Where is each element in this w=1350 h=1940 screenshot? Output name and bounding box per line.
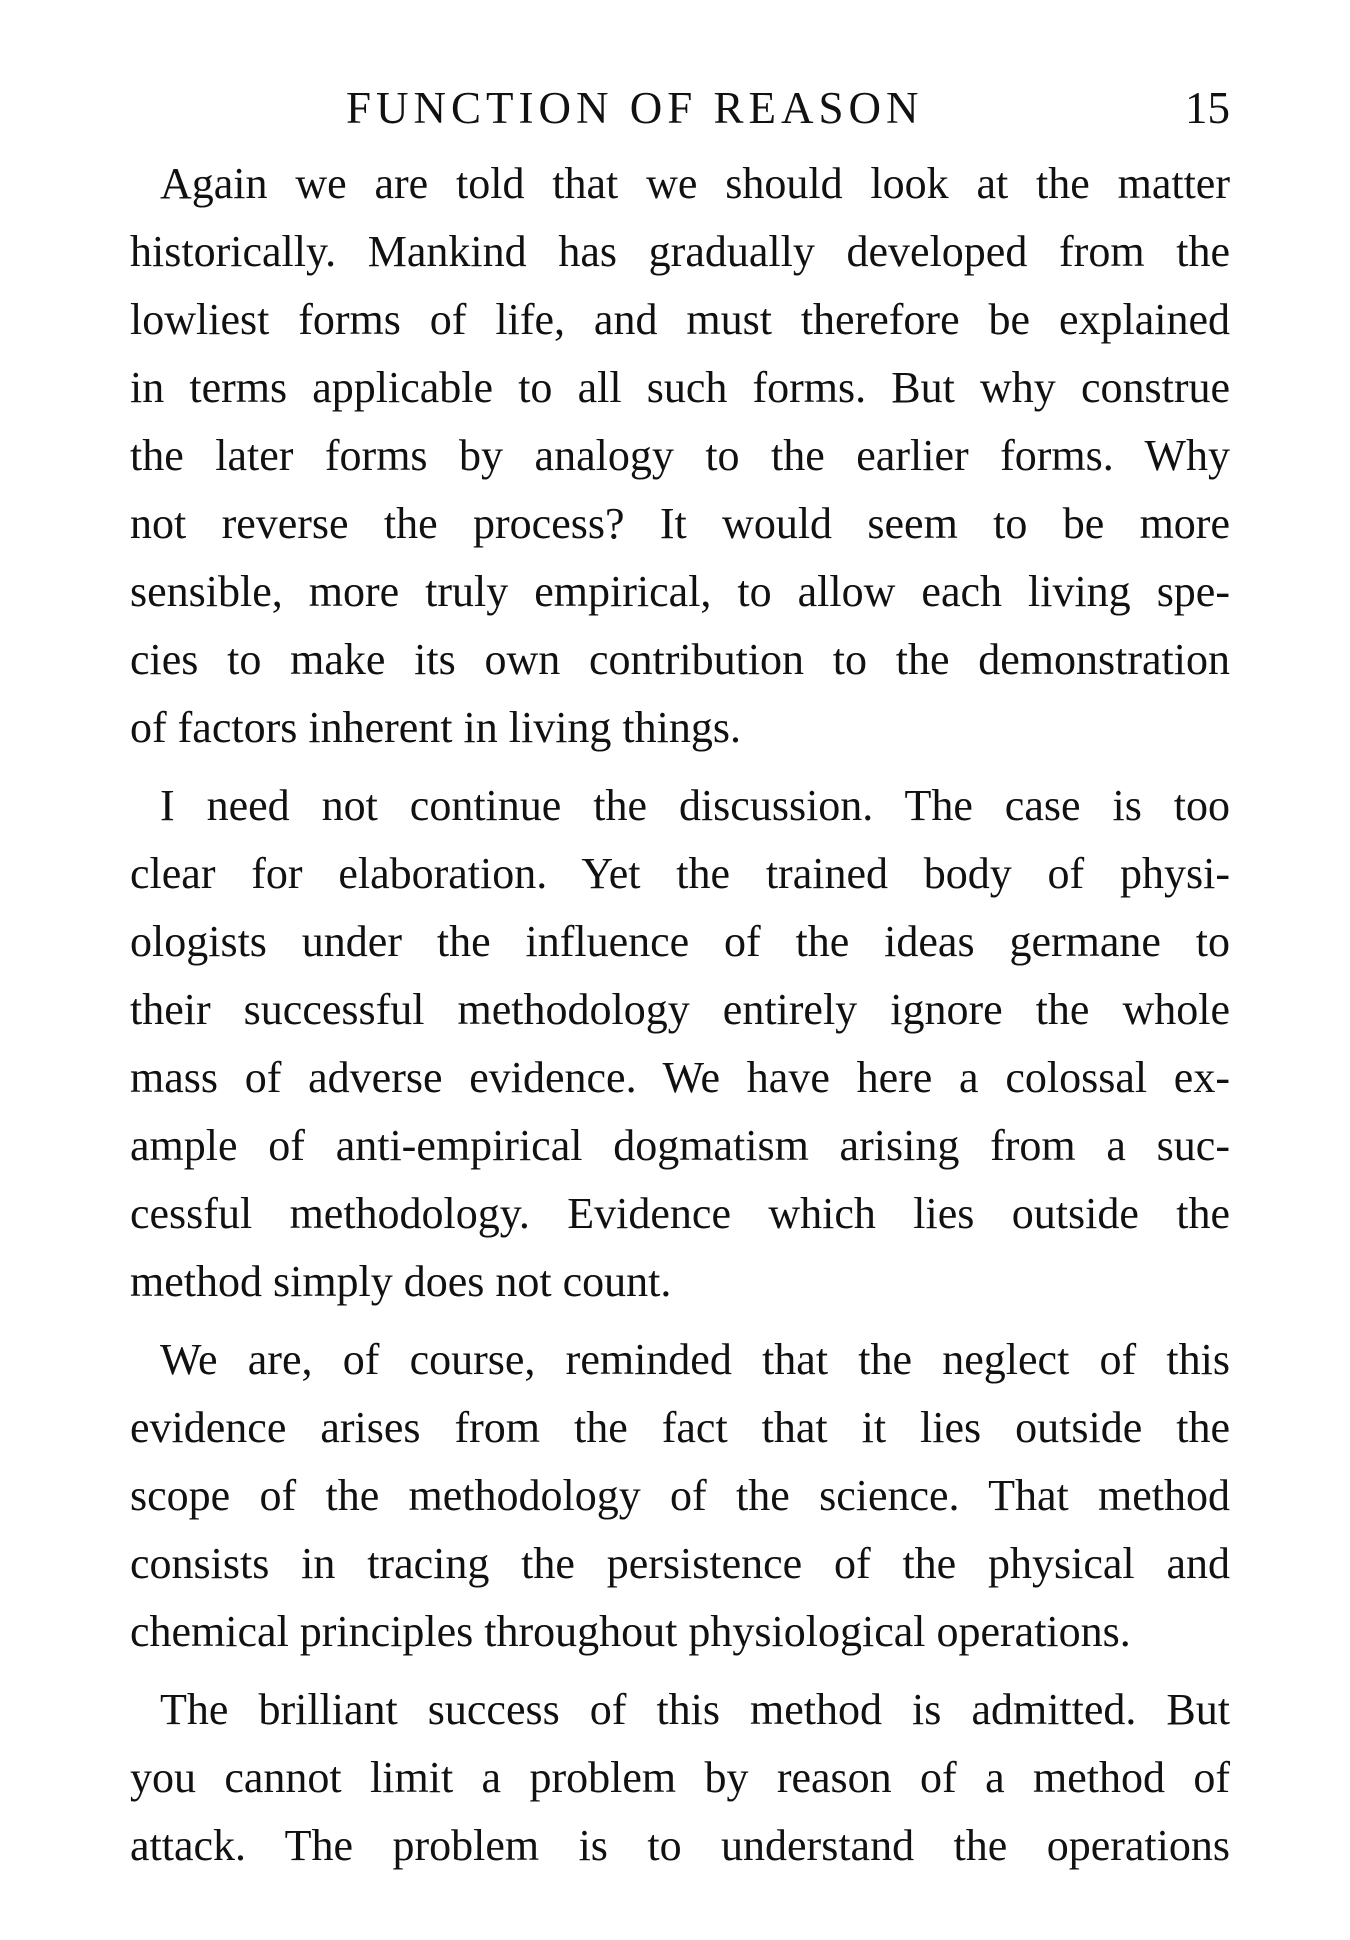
- text-line: their successful methodology entirely ignore the whole: [130, 985, 1230, 1034]
- running-head-title: FUNCTION OF REASON: [346, 83, 924, 133]
- text-line: The brilliant success of this method is admitted. But: [160, 1685, 1230, 1734]
- text-line: clear for elaboration. Yet the trained body of physi-: [130, 849, 1230, 898]
- text-line: chemical principles throughout physiological operations.: [130, 1607, 1131, 1656]
- paragraph: [130, 1326, 1230, 1666]
- text-line: ologists under the influence of the ideas germane to: [130, 917, 1230, 966]
- paragraph: [130, 150, 1230, 762]
- running-head: [130, 78, 1230, 138]
- text-line: cessful methodology. Evidence which lies outside the: [130, 1189, 1230, 1238]
- paragraph: [130, 1676, 1230, 1880]
- text-line: the later forms by analogy to the earlier forms. Why: [130, 431, 1230, 480]
- text-line: you cannot limit a problem by reason of a method of: [130, 1753, 1230, 1802]
- text-line: Again we are told that we should look at the matter: [160, 159, 1230, 208]
- page-number: 15: [1185, 83, 1230, 133]
- text-line: ample of anti-empirical dogmatism arising from a suc-: [130, 1121, 1230, 1170]
- text-line: in terms applicable to all such forms. But why construe: [130, 363, 1230, 412]
- paragraph: [130, 772, 1230, 1316]
- text-line: historically. Mankind has gradually developed from the: [130, 227, 1230, 276]
- text-line: sensible, more truly empirical, to allow each living spe-: [130, 567, 1230, 616]
- text-line: mass of adverse evidence. We have here a colossal ex-: [130, 1053, 1230, 1102]
- text-line: evidence arises from the fact that it lies outside the: [130, 1403, 1230, 1452]
- text-line: method simply does not count.: [130, 1257, 672, 1306]
- body-text: [130, 150, 1230, 1890]
- text-line: consists in tracing the persistence of the physical and: [130, 1539, 1230, 1588]
- text-line: cies to make its own contribution to the demonstration: [130, 635, 1230, 684]
- text-line: I need not continue the discussion. The case is too: [160, 781, 1230, 830]
- text-line: not reverse the process? It would seem to be more: [130, 499, 1230, 548]
- text-line: scope of the methodology of the science. That method: [130, 1471, 1230, 1520]
- text-line: We are, of course, reminded that the neglect of this: [160, 1335, 1230, 1384]
- text-line: of factors inherent in living things.: [130, 703, 741, 752]
- text-line: lowliest forms of life, and must therefore be explained: [130, 295, 1230, 344]
- text-line: attack. The problem is to understand the operations: [130, 1821, 1230, 1870]
